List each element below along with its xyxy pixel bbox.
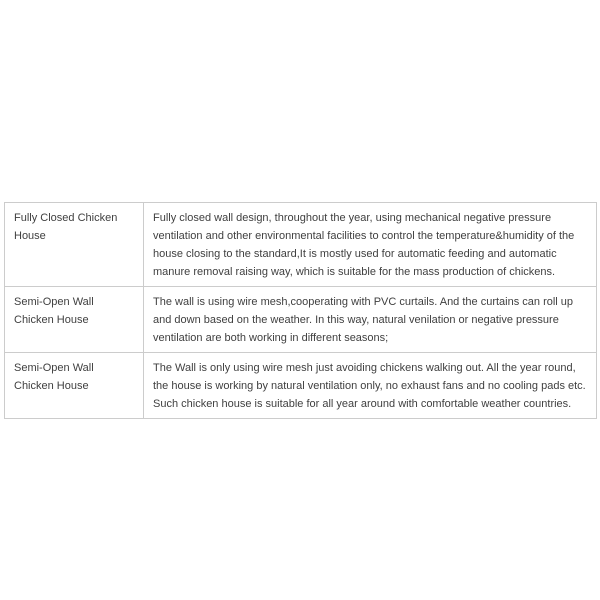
comparison-table — [4, 202, 597, 419]
chicken-house-comparison-table — [4, 202, 597, 419]
table-row — [5, 287, 597, 353]
house-type-cell: Semi-Open Wall Chicken House — [5, 353, 144, 419]
house-description-cell: The Wall is only using wire mesh just avoiding chickens walking out. All the year round, the house is working by natural ventilation only, no exhaust fans and no cooling pads etc. Such chicken house is suitable for all year around with comfortable weather countries. — [144, 353, 597, 419]
house-type-cell: Fully Closed Chicken House — [5, 203, 144, 287]
table-row — [5, 353, 597, 419]
house-description-cell: Fully closed wall design, throughout the year, using mechanical negative pressure ventilation and other environmental facilities to control the temperature&humidity of the house closing to the standard,It is mostly used for automatic feeding and automatic manure removal raising way, which is suitable for the mass production of chickens. — [144, 203, 597, 287]
house-description-cell: The wall is using wire mesh,cooperating with PVC curtails. And the curtains can roll up and down based on the weather. In this way, natural venilation or negative pressure ventilation are both working in different seasons; — [144, 287, 597, 353]
table-row — [5, 203, 597, 287]
house-type-cell: Semi-Open Wall Chicken House — [5, 287, 144, 353]
